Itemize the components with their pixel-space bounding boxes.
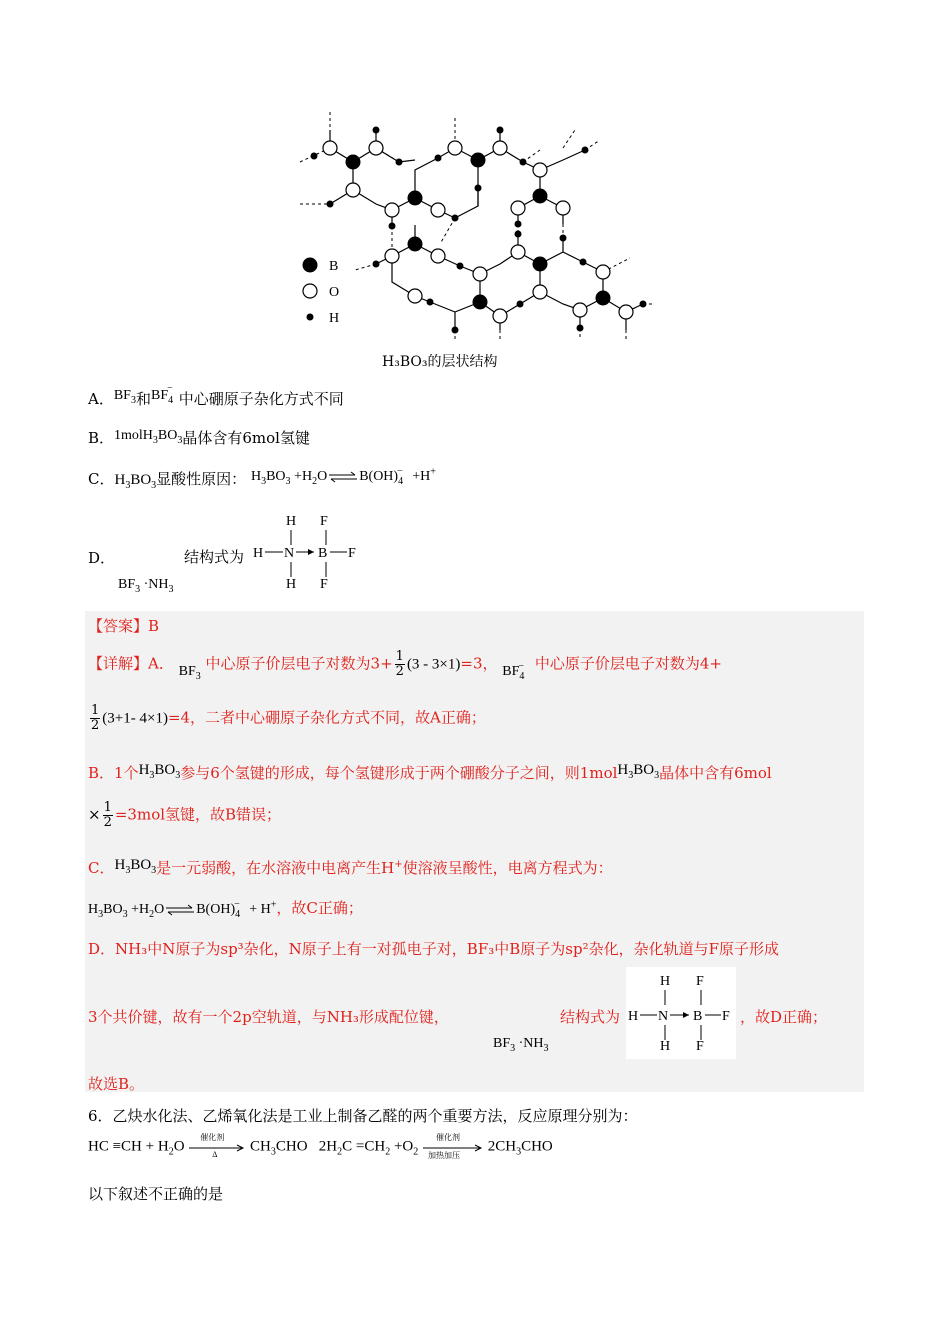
fraction-one-half: $\frac{1}{2}$ (395, 649, 404, 679)
option-c-equation: $H_3BO_3 +H_2O$ $B(OH)_4^- +H^+$ (250, 466, 436, 487)
figure-caption: H₃BO₃的层状结构 (382, 354, 498, 370)
svg-text:N: N (658, 1009, 669, 1024)
option-c-text: 显酸性原因： (156, 470, 247, 488)
detail-line-d1: D．NH₃中N原子为sp³杂化，N原子上有一对孤电子对，BF₃中B原子为sp²杂化，杂化轨道与F原子形成 (88, 940, 779, 958)
structural-formula-bf3-nh3-answer (626, 970, 738, 1054)
legend-label-b: B (329, 259, 339, 274)
svg-text:N: N (284, 546, 295, 561)
svg-text:B: B (693, 1009, 703, 1024)
detail-line-d2: 3个共价键，故有一个2p空轨道，与NH₃形成配位键， (88, 1008, 449, 1026)
answer-label: 【答案】B (88, 617, 160, 635)
option-d-text: 结构式为 (184, 548, 245, 566)
detail-line-a1: 【详解】A． $BF_3$ 中心原子价层电子对数为3+ $\frac{1}{2}$ (3 - 3×1)=3， $BF_4^-$ 中心原子价层电子对数为4+ (88, 649, 722, 682)
question-6-stem: 6．乙炔水化法、乙烯氧化法是工业上制备乙醛的两个重要方法，反应原理分别为： (88, 1107, 638, 1125)
svg-text:B: B (318, 546, 328, 561)
detail-line-a2: $\frac{1}{2}$ (3+1- 4×1)=4，二者中心硼原子杂化方式不同，故A正确； (91, 703, 486, 733)
eq2-catalyst: 催化剂 (436, 1133, 460, 1142)
legend-label-h: H (329, 311, 340, 326)
option-d-marker: D． (88, 549, 116, 567)
svg-text:H: H (286, 577, 297, 592)
svg-text:H: H (660, 974, 671, 989)
detail-line-d2-text3: ，故D正确； (740, 1008, 828, 1026)
svg-text:H: H (660, 1039, 671, 1054)
conclusion: 故选B。 (88, 1075, 145, 1093)
conjunction-and: 和 (135, 390, 151, 408)
eq1-condition: Δ (212, 1150, 218, 1159)
option-a: A．$BF_3$和$BF_4^-$中心硼原子杂化方式不同 (88, 383, 344, 408)
legend-boron-swatch (303, 258, 318, 273)
svg-text:H: H (286, 514, 297, 529)
eq1-catalyst: 催化剂 (200, 1133, 225, 1142)
option-b: B．$1molH_3BO_3$晶体含有6mol氢键 (88, 428, 310, 447)
figure-legend (303, 258, 340, 327)
detail-line-d2-text2: 结构式为 (560, 1008, 621, 1026)
svg-text:H: H (253, 546, 264, 561)
legend-oxygen-swatch (303, 284, 317, 298)
svg-text:F: F (348, 546, 356, 561)
h3bo3-layer-structure-figure (290, 112, 660, 347)
svg-text:F: F (320, 514, 328, 529)
option-c: C．$H_3BO_3$显酸性原因： $H_3BO_3 +H_2O$ $B(OH)_4^- +H^+$ (88, 466, 436, 491)
legend-label-o: O (329, 285, 340, 300)
formula-bf4: BF (150, 388, 169, 403)
equilibrium-arrow-icon (327, 470, 359, 484)
svg-text:H: H (628, 1009, 639, 1024)
detail-line-c1: C．$H_3BO_3$是一元弱酸，在水溶液中电离产生H+使溶液呈酸性，电离方程式为： (88, 857, 613, 877)
svg-text:F: F (722, 1009, 730, 1024)
question-6-prompt: 以下叙述不正确的是 (88, 1185, 224, 1203)
option-b-text: 晶体含有6mol氢键 (182, 429, 310, 447)
svg-text:F: F (696, 974, 704, 989)
option-c-marker: C． (88, 470, 115, 488)
formula-bf3: BF (113, 388, 131, 403)
equilibrium-arrow-icon (164, 903, 196, 917)
option-a-marker: A． (88, 390, 114, 408)
detail-line-b2: × $\frac{1}{2}$ =3mol氢键，故B错误； (88, 800, 282, 830)
legend-hydrogen-swatch (307, 314, 314, 321)
option-b-marker: B． (88, 429, 115, 447)
option-d-formula: $BF_3 \cdot NH_3$ (118, 577, 174, 595)
structural-formula-bf3-nh3 (250, 510, 362, 592)
detail-line-d2-formula: $BF_3 \cdot NH_3$ (493, 1036, 549, 1054)
detail-line-b1: B．1个$H_3BO_3$参与6个氢键的形成，每个氢键形成于两个硼酸分子之间，则$1molH_3BO_3$晶体中含有6mol (88, 762, 772, 782)
svg-text:F: F (696, 1039, 704, 1054)
option-a-text: 中心硼原子杂化方式不同 (178, 390, 344, 408)
svg-text:F: F (320, 577, 328, 592)
question-6-equations: HC $\equiv CH + H_2O$ 催化剂 Δ $CH_3CHO$ $2H_2C =CH_2 +O_2$ 催化剂 加热加压 $2CH_3CHO$ (88, 1133, 553, 1160)
eq2-condition: 加热加压 (428, 1151, 460, 1160)
detail-line-c2: $H_3BO_3 +H_2O$ $B(OH)_4^- + H^+$，故C正确； (88, 899, 363, 920)
